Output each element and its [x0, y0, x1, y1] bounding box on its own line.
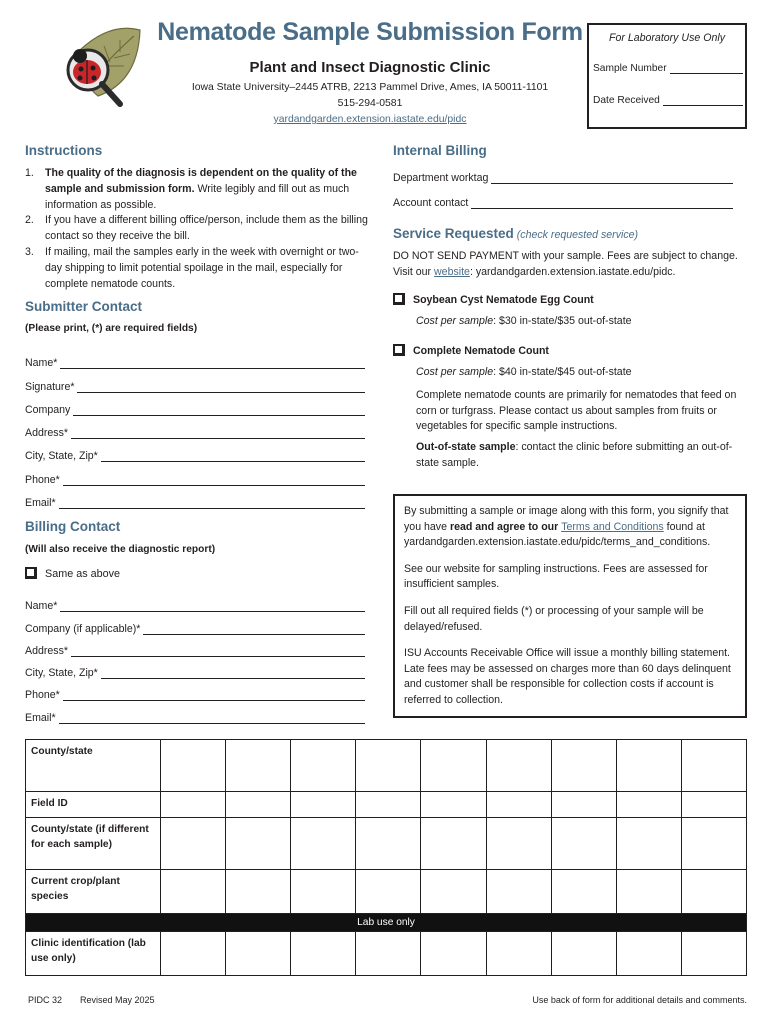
- option-complete-desc: Complete nematode counts are primarily for nematodes that feed on corn or turfgrass. Please contact us about samples from fruits or vegetables for specific sample instructions.: [416, 389, 737, 432]
- table-cell: [226, 932, 291, 976]
- table-cell[interactable]: [486, 870, 551, 914]
- instruction-item: 1. The quality of the diagnosis is dependent on the quality of the sample and submission form. Write legibly and fill out as much information as possible.: [25, 167, 357, 211]
- billing-contact-heading: Billing Contact: [25, 519, 121, 534]
- option-complete-cost: Cost per sample: $40 in-state/$45 out-of-state: [416, 366, 632, 378]
- billing-contact-note: (Will also receive the diagnostic report): [25, 544, 216, 555]
- row-label-crop: Current crop/plant species: [26, 870, 161, 914]
- billing-fields: [25, 590, 365, 724]
- clinic-phone: 515-294-0581: [337, 98, 403, 109]
- row-label-county: County/state: [26, 740, 161, 792]
- internal-billing-heading: Internal Billing: [393, 143, 487, 158]
- table-cell[interactable]: [161, 792, 226, 818]
- row-label-county-different: County/state (if different for each sample): [26, 818, 161, 870]
- instruction-item: 2. If you have a different billing office/person, include them as the billing contact so they receive the bill.: [25, 214, 368, 243]
- sample-number-label: Sample Number: [593, 63, 667, 74]
- submitter-phone-field[interactable]: Phone*: [25, 462, 365, 485]
- table-cell[interactable]: [681, 740, 746, 792]
- form-title: Nematode Sample Submission Form: [157, 18, 583, 46]
- billing-statement-paragraph: ISU Accounts Receivable Office will issue a monthly billing statement. Late fees may be assessed on charges more than 60 days delinquent and customer shall be responsible for collection costs if account is referred to collection.: [404, 647, 731, 706]
- table-cell[interactable]: [551, 792, 616, 818]
- table-cell[interactable]: [681, 818, 746, 870]
- option-scn-cost: Cost per sample: $30 in-state/$35 out-of-state: [416, 315, 632, 327]
- billing-city-field[interactable]: City, State, Zip*: [25, 657, 365, 679]
- table-cell[interactable]: [486, 740, 551, 792]
- sample-number-field[interactable]: [593, 63, 743, 74]
- same-as-above-label: Same as above: [45, 568, 121, 580]
- terms-box: [393, 494, 747, 718]
- table-cell[interactable]: [616, 792, 681, 818]
- sampling-paragraph: See our website for sampling instructions. Fees are assessed for insufficient samples.: [404, 562, 708, 591]
- option-scn-egg-count[interactable]: [393, 293, 594, 306]
- table-cell[interactable]: [486, 818, 551, 870]
- checkbox-icon[interactable]: [393, 344, 405, 356]
- table-cell: [161, 932, 226, 976]
- payment-note: DO NOT SEND PAYMENT with your sample. Fees are subject to change. Visit our website: yardandgarden.extension.iastate.edu/pidc.: [393, 250, 738, 278]
- submitter-fields: [25, 346, 365, 509]
- date-received-field[interactable]: [593, 95, 743, 106]
- submitter-name-field[interactable]: Name*: [25, 346, 365, 369]
- clinic-logo: [40, 22, 145, 112]
- lab-use-band: Lab use only: [26, 914, 747, 932]
- website-link[interactable]: website: [434, 265, 470, 278]
- table-cell[interactable]: [356, 818, 421, 870]
- instruction-item: 3. If mailing, mail the samples early in the week with overnight or two-day shipping to limit potential spoilage in the mail, especially for complete nematode counts.: [25, 245, 359, 290]
- option-complete-label: Complete Nematode Count: [413, 345, 549, 357]
- table-cell: [681, 932, 746, 976]
- table-cell[interactable]: [226, 870, 291, 914]
- table-cell[interactable]: [551, 818, 616, 870]
- table-row: [26, 932, 747, 976]
- table-row: [26, 870, 747, 914]
- table-cell[interactable]: [681, 870, 746, 914]
- table-row: [26, 792, 747, 818]
- billing-email-field[interactable]: Email*: [25, 701, 365, 723]
- required-fields-paragraph: Fill out all required fields (*) or processing of your sample will be delayed/refused.: [404, 604, 704, 633]
- table-cell[interactable]: [551, 740, 616, 792]
- table-cell[interactable]: [616, 870, 681, 914]
- table-cell[interactable]: [291, 870, 356, 914]
- clinic-address: Iowa State University–2445 ATRB, 2213 Pammel Drive, Ames, IA 50011-1101: [191, 82, 549, 93]
- table-cell: [291, 932, 356, 976]
- table-cell: [421, 932, 486, 976]
- table-cell: [616, 932, 681, 976]
- clinic-website-link[interactable]: yardandgarden.extension.iastate.edu/pidc: [273, 114, 467, 125]
- table-cell[interactable]: [421, 792, 486, 818]
- table-cell[interactable]: [161, 818, 226, 870]
- table-cell[interactable]: [616, 818, 681, 870]
- table-cell[interactable]: [356, 792, 421, 818]
- row-label-field-id: Field ID: [26, 792, 161, 818]
- table-cell[interactable]: [226, 792, 291, 818]
- submitter-heading: Submitter Contact: [25, 299, 143, 314]
- checkbox-icon[interactable]: [393, 293, 405, 305]
- table-cell[interactable]: [161, 870, 226, 914]
- checkbox-icon[interactable]: [25, 567, 37, 579]
- department-worktag-field[interactable]: Department worktag: [393, 170, 733, 184]
- revised-date: Revised May 2025: [80, 995, 155, 1005]
- billing-company-field[interactable]: Company (if applicable)*: [25, 612, 365, 634]
- submitter-email-field[interactable]: Email*: [25, 486, 365, 509]
- submitter-company-field[interactable]: Company: [25, 393, 365, 416]
- table-cell[interactable]: [291, 740, 356, 792]
- table-cell[interactable]: [226, 818, 291, 870]
- table-cell[interactable]: [616, 740, 681, 792]
- date-received-label: Date Received: [593, 95, 660, 106]
- table-cell[interactable]: [356, 870, 421, 914]
- out-of-state-note: Out-of-state sample: contact the clinic before submitting an out-of-state sample.: [416, 441, 733, 469]
- table-cell[interactable]: [681, 792, 746, 818]
- submitter-city-field[interactable]: City, State, Zip*: [25, 439, 365, 462]
- table-row: [26, 740, 747, 792]
- table-cell[interactable]: [421, 818, 486, 870]
- terms-paragraph: By submitting a sample or image along with this form, you signify that you have read and agree to our Terms and Conditions found at yardandgarden.extension.iastate.edu/pidc/terms_and_conditions.: [404, 505, 729, 549]
- table-cell[interactable]: [421, 870, 486, 914]
- table-cell[interactable]: [421, 740, 486, 792]
- billing-address-field[interactable]: Address*: [25, 635, 365, 657]
- lab-use-title: For Laboratory Use Only: [609, 32, 725, 44]
- lab-use-box: [587, 23, 747, 129]
- submitter-signature-field[interactable]: Signature*: [25, 369, 365, 392]
- terms-link[interactable]: Terms and Conditions: [561, 520, 664, 533]
- option-complete-count[interactable]: [393, 344, 549, 357]
- table-cell[interactable]: [291, 818, 356, 870]
- billing-phone-field[interactable]: Phone*: [25, 679, 365, 701]
- submitter-note: (Please print, (*) are required fields): [25, 323, 198, 334]
- table-cell: [551, 932, 616, 976]
- table-cell[interactable]: [551, 870, 616, 914]
- table-cell[interactable]: [291, 792, 356, 818]
- table-cell[interactable]: [486, 792, 551, 818]
- same-as-above-checkbox[interactable]: [25, 567, 120, 580]
- lab-use-band-row: [26, 914, 747, 932]
- instructions-heading: Instructions: [25, 143, 103, 158]
- back-of-form-note: Use back of form for additional details and comments.: [532, 995, 747, 1005]
- instructions-list: [25, 166, 370, 292]
- table-cell[interactable]: [161, 740, 226, 792]
- table-cell[interactable]: [226, 740, 291, 792]
- option-scn-label: Soybean Cyst Nematode Egg Count: [413, 294, 594, 306]
- clinic-name: Plant and Insect Diagnostic Clinic: [249, 59, 491, 76]
- account-contact-field[interactable]: Account contact: [393, 195, 733, 209]
- form-code: PIDC 32 Revised May 2025: [28, 995, 155, 1005]
- billing-name-field[interactable]: Name*: [25, 590, 365, 612]
- submitter-address-field[interactable]: Address*: [25, 416, 365, 439]
- sample-table: [25, 739, 747, 976]
- table-row: [26, 818, 747, 870]
- row-label-clinic-id: Clinic identification (lab use only): [26, 932, 161, 976]
- table-cell[interactable]: [356, 740, 421, 792]
- service-heading: Service Requested (check requested service): [393, 226, 639, 241]
- table-cell: [486, 932, 551, 976]
- table-cell: [356, 932, 421, 976]
